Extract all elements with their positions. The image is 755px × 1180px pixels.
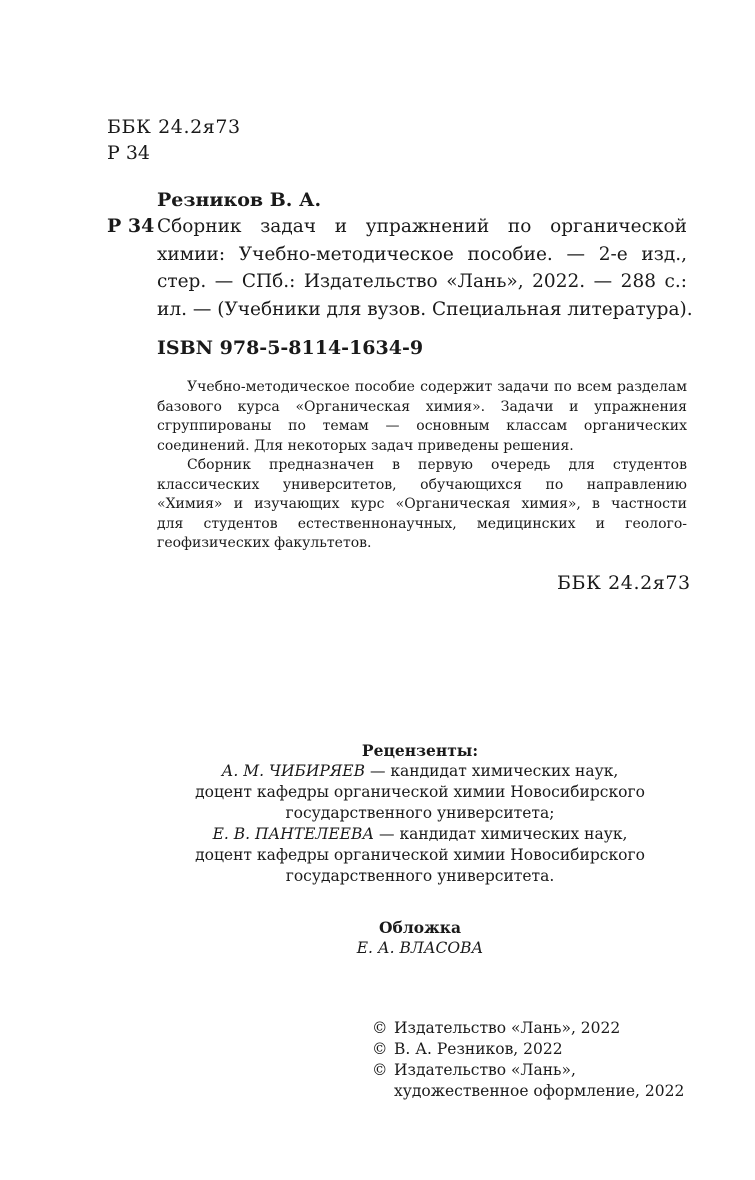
reviewers-block bbox=[140, 740, 700, 887]
annotation-line: Сборник предназначен в первую очередь для студентов bbox=[187, 457, 687, 473]
annotation-line: соединений. Для некоторых задач приведены решения. bbox=[157, 437, 574, 454]
annotation bbox=[157, 378, 687, 554]
cover-credit bbox=[140, 917, 700, 959]
cover-heading: Обложка bbox=[379, 918, 461, 937]
reviewer-1-position: доцент кафедры органической химии Новосибирского bbox=[195, 783, 645, 801]
reviewer-2-affiliation: государственного университета. bbox=[285, 867, 555, 885]
reviewer-1-line bbox=[140, 761, 700, 782]
bbk-index-top: ББК 24.2я73 bbox=[107, 116, 241, 138]
biblio-line: стер. — СПб.: Издательство «Лань», 2022. — 288 с.: bbox=[157, 271, 687, 292]
reviewer-1-name: А. М. ЧИБИРЯЕВ bbox=[221, 762, 366, 780]
copyright-line bbox=[372, 1018, 684, 1039]
copyright-text: Издательство «Лань», bbox=[394, 1061, 576, 1079]
biblio-line: Сборник задач и упражнений по органической bbox=[157, 216, 687, 237]
record-author: Резников В. А. bbox=[157, 189, 322, 211]
biblio-line: ил. — (Учебники для вузов. Специальная литература). bbox=[157, 298, 693, 320]
annotation-line: классических университетов, обучающихся по направлению bbox=[157, 476, 687, 493]
reviewers-heading: Рецензенты: bbox=[361, 741, 479, 760]
reviewer-1-affiliation: государственного университета; bbox=[285, 804, 555, 822]
author-sign-top: Р 34 bbox=[107, 142, 151, 164]
copyright-block bbox=[372, 1018, 684, 1102]
annotation-line: геофизических факультетов. bbox=[157, 535, 372, 551]
biblio-line: химии: Учебно-методическое пособие. — 2-е изд., bbox=[157, 243, 687, 265]
reviewer-2-name: Е. В. ПАНТЕЛЕЕВА bbox=[212, 825, 375, 843]
copyright-line bbox=[372, 1039, 684, 1060]
copyright-symbol: © bbox=[372, 1040, 388, 1058]
annotation-line: базового курса «Органическая химия». Задачи и упражнения bbox=[157, 398, 687, 415]
copyright-text: В. А. Резников, 2022 bbox=[394, 1040, 563, 1058]
copyright-symbol: © bbox=[372, 1019, 388, 1037]
reviewer-2-position: доцент кафедры органической химии Новосибирского bbox=[195, 846, 645, 864]
record-author-sign: Р 34 bbox=[107, 215, 155, 237]
cover-designer: Е. А. ВЛАСОВА bbox=[356, 939, 484, 957]
annotation-line: Учебно-методическое пособие содержит задачи по всем разделам bbox=[187, 379, 687, 395]
copyright-symbol: © bbox=[372, 1061, 388, 1079]
reviewer-1-title: — кандидат химических наук, bbox=[365, 762, 619, 780]
reviewer-2-title: — кандидат химических наук, bbox=[374, 825, 628, 843]
copyright-line-continued: художественное оформление, 2022 bbox=[394, 1082, 685, 1100]
bibliographic-description bbox=[157, 213, 693, 323]
bbk-index-bottom: ББК 24.2я73 bbox=[557, 572, 691, 594]
copyright-line bbox=[372, 1060, 684, 1081]
annotation-line: для студентов естественнонаучных, медицинских и геолого- bbox=[157, 515, 687, 532]
annotation-line: «Химия» и изучающих курс «Органическая химия», в частности bbox=[157, 496, 687, 512]
isbn: ISBN 978-5-8114-1634-9 bbox=[157, 337, 424, 359]
annotation-line: сгруппированы по темам — основным классам органических bbox=[157, 418, 687, 434]
copyright-text: Издательство «Лань», 2022 bbox=[394, 1019, 621, 1037]
reviewer-2-line bbox=[140, 824, 700, 845]
